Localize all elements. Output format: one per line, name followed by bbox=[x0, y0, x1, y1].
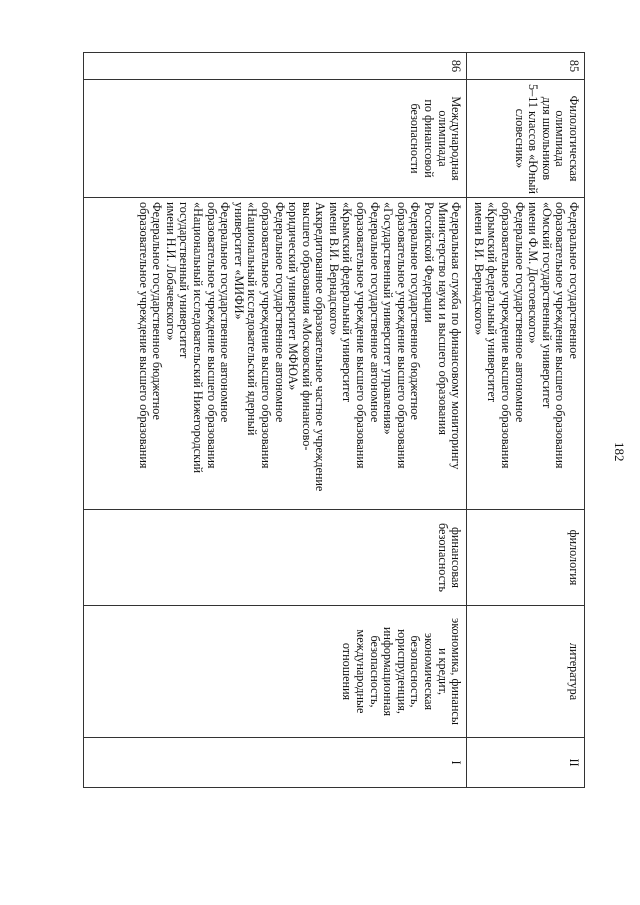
level: II bbox=[467, 738, 585, 788]
subject: финансовая безопасность bbox=[84, 510, 467, 606]
profile: литература bbox=[467, 606, 585, 738]
organizers: Федеральная служба по финансовому мониторингу Министерство науки и высшего образования Российской Федерации Федеральное государственное бюджетное образовательное учреждение высшего образования «Государственный университет управления» Федеральное государственное автономное образовательное учреждение высшего образования «Крымский федеральный университет имени В.И. Вернадского» Аккредитованное образовательное частное учреждение высшего образования «Московский финансово- юридический университет МФЮА» Федеральное государственное автономное образовательное учреждение высшего образования «Национальный исследовательский ядерный университет «МИФИ» Федеральное государственное автономное образовательное учреждение высшего образования «Национальный исследовательский Нижегородский государственный университет имени Н.И. Лобачевского» Федеральное государственное бюджетное образовательное учреждение высшего образования bbox=[84, 198, 467, 510]
table-row bbox=[467, 53, 585, 788]
row-number: 85 bbox=[467, 53, 585, 80]
subject: филология bbox=[467, 510, 585, 606]
olympiad-name: Международная олимпиада по финансовой безопасности bbox=[84, 80, 467, 198]
table-row bbox=[84, 53, 467, 788]
level: I bbox=[84, 738, 467, 788]
row-number: 86 bbox=[84, 53, 467, 80]
olympiad-table bbox=[83, 52, 585, 788]
page-number: 182 bbox=[612, 442, 627, 462]
profile: экономика, финансы и кредит, экономическая безопасность, юриспруденция, информационная безопасность, международные отношения bbox=[84, 606, 467, 738]
organizers: Федеральное государственное образовательное учреждение высшего образования «Омский государственный университет имени Ф.М. Достоевского» Федеральное государственное автономное образовательное учреждение высшего образования «Крымский федеральный университет имени В.И. Вернадского» bbox=[467, 198, 585, 510]
olympiad-name: Филологическая олимпиада для школьников 5–11 классов «Юный словесник» bbox=[467, 80, 585, 198]
